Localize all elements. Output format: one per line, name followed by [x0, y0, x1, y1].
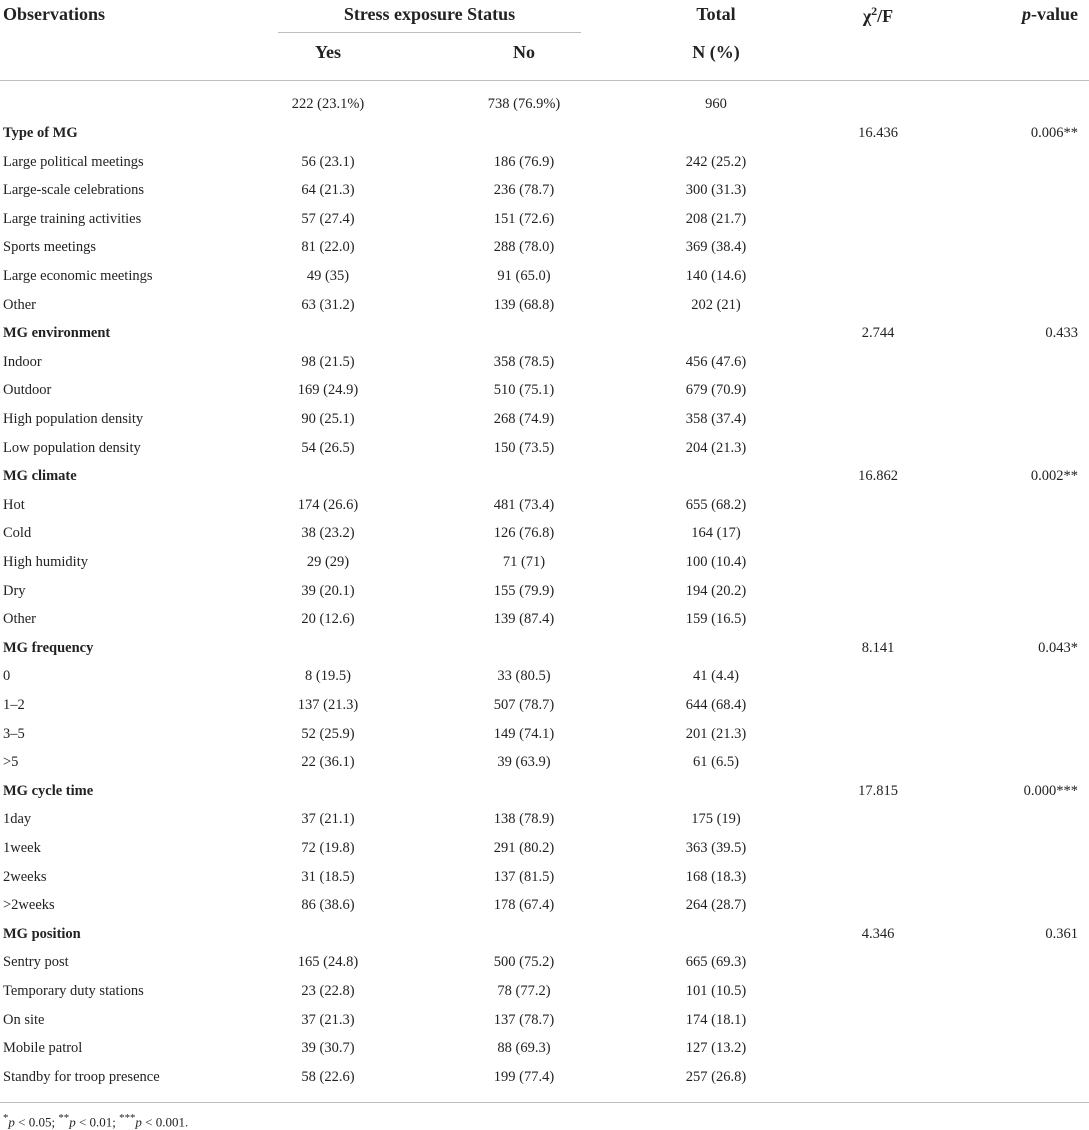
- cell-yes: 86 (38.6): [301, 897, 355, 914]
- footnote-mark-2: **: [58, 1112, 70, 1124]
- section-header-row: [0, 920, 1089, 948]
- table-row: [0, 805, 1089, 833]
- footnote-p-2: p: [69, 1114, 76, 1130]
- table-row: [0, 1063, 1089, 1091]
- cell-yes: 52 (25.9): [301, 725, 355, 742]
- row-label: 1day: [3, 811, 32, 828]
- cell-no: 88 (69.3): [497, 1040, 551, 1057]
- cell-yes: 58 (22.6): [301, 1068, 355, 1085]
- chi-tail: /F: [877, 6, 894, 26]
- cell-total: 41 (4.4): [693, 668, 739, 685]
- row-label: >5: [3, 754, 19, 771]
- row-label: 0: [3, 668, 11, 685]
- cell-yes: 165 (24.8): [297, 954, 359, 971]
- cell-p-value: 0.361: [1045, 925, 1078, 942]
- cell-total: 101 (10.5): [685, 983, 747, 999]
- table-row: [0, 434, 1089, 462]
- row-label: Large-scale celebrations: [3, 182, 145, 199]
- cell-yes: 90 (25.1): [301, 411, 355, 427]
- cell-no: 186 (76.9): [493, 153, 555, 170]
- cell-yes: 22 (36.1): [301, 754, 355, 771]
- header-observations: Observations: [3, 4, 106, 24]
- footnote: [3, 1112, 188, 1130]
- cell-no: 358 (78.5): [493, 353, 555, 370]
- footnote-p-1: p: [8, 1114, 15, 1130]
- table-row: [0, 233, 1089, 261]
- cell-total: 363 (39.5): [685, 840, 747, 856]
- row-label: Temporary duty stations: [3, 983, 144, 999]
- header-no: No: [513, 42, 535, 62]
- cell-total: 174 (18.1): [685, 1011, 747, 1028]
- cell-yes: 38 (23.2): [301, 525, 355, 542]
- table-row: [0, 977, 1089, 1005]
- cell-total: 175 (19): [691, 811, 741, 828]
- cell-total: 168 (18.3): [685, 868, 747, 885]
- table-row: [0, 605, 1089, 633]
- cell-yes: 39 (20.1): [301, 582, 355, 599]
- table-row: [0, 891, 1089, 919]
- table-row: [0, 491, 1089, 519]
- table-row: [0, 577, 1089, 605]
- cell-yes: 37 (21.1): [301, 811, 355, 828]
- cell-total: 300 (31.3): [685, 182, 747, 199]
- cell-no: 137 (78.7): [493, 1011, 555, 1028]
- cell-no: 138 (78.9): [493, 811, 555, 828]
- cell-total: 194 (20.2): [685, 582, 747, 599]
- row-label: Hot: [3, 496, 25, 513]
- cell-yes: 81 (22.0): [301, 239, 355, 256]
- table-row: [0, 834, 1089, 862]
- cell-total: 100 (10.4): [685, 554, 747, 570]
- cell-p-value: 0.006**: [1030, 125, 1078, 141]
- table-row: [0, 1006, 1089, 1034]
- row-label: MG position: [3, 925, 81, 942]
- cell-total: 204 (21.3): [685, 439, 747, 456]
- row-label: Mobile patrol: [3, 1040, 83, 1057]
- row-label: High humidity: [3, 554, 88, 570]
- table-row: [0, 262, 1089, 290]
- cell-total: 202 (21): [691, 296, 741, 313]
- cell-no: 481 (73.4): [493, 496, 555, 513]
- table-row: [0, 376, 1089, 404]
- cell-no: 139 (68.8): [493, 296, 555, 313]
- cell-yes: 8 (19.5): [305, 668, 351, 685]
- cell-p-value: 0.002**: [1030, 468, 1078, 485]
- cell-chi-square: 16.436: [858, 125, 898, 141]
- cell-chi-square: 8.141: [861, 639, 895, 656]
- cell-no: 91 (65.0): [497, 268, 551, 284]
- row-label: Low population density: [3, 439, 141, 456]
- row-label: Sentry post: [3, 954, 69, 971]
- cell-no: 139 (87.4): [493, 611, 555, 628]
- cell-yes: 54 (26.5): [301, 439, 355, 456]
- cell-no: 510 (75.1): [493, 382, 555, 399]
- footnote-text-3: < 0.001.: [141, 1114, 189, 1130]
- cell-no: 151 (72.6): [493, 210, 555, 227]
- cell-no: 126 (76.8): [493, 525, 555, 542]
- row-label: Standby for troop presence: [3, 1068, 160, 1085]
- cell-yes: 39 (30.7): [301, 1040, 355, 1057]
- cell-yes: 174 (26.6): [297, 496, 359, 513]
- cell-no: 78 (77.2): [497, 983, 551, 999]
- footnote-mark-3: ***: [119, 1112, 136, 1124]
- row-label: Other: [3, 296, 37, 313]
- row-label: Large political meetings: [3, 153, 144, 170]
- cell-no: 288 (78.0): [493, 239, 555, 256]
- cell-yes: 98 (21.5): [301, 353, 355, 370]
- cell-no: 39 (63.9): [497, 754, 551, 771]
- header-p-value: [960, 4, 1078, 25]
- totals-total: 960: [705, 96, 727, 112]
- header-n-percent: N (%): [692, 42, 740, 62]
- cell-yes: 56 (23.1): [301, 153, 355, 170]
- totals-row: [0, 90, 1089, 118]
- cell-no: 150 (73.5): [493, 439, 555, 456]
- row-label: Indoor: [3, 353, 42, 370]
- cell-total: 264 (28.7): [685, 897, 747, 914]
- cell-no: 291 (80.2): [493, 840, 555, 856]
- cell-yes: 29 (29): [306, 554, 350, 570]
- cell-chi-square: 2.744: [861, 325, 895, 342]
- table-row: [0, 291, 1089, 319]
- cell-yes: 57 (27.4): [301, 210, 355, 227]
- cell-no: 500 (75.2): [493, 954, 555, 971]
- cell-no: 199 (77.4): [493, 1068, 555, 1085]
- row-label: MG frequency: [3, 639, 94, 656]
- p-italic: p: [1022, 4, 1031, 24]
- table-row: [0, 148, 1089, 176]
- cell-chi-square: 16.862: [858, 468, 898, 485]
- row-label: Large training activities: [3, 210, 142, 227]
- cell-no: 137 (81.5): [493, 868, 555, 885]
- header-subrule: [278, 32, 581, 33]
- row-label: MG climate: [3, 468, 77, 485]
- table-row: [0, 691, 1089, 719]
- cell-total: 201 (21.3): [685, 725, 747, 742]
- cell-yes: 31 (18.5): [301, 868, 355, 885]
- section-header-row: [0, 634, 1089, 662]
- row-label: Sports meetings: [3, 239, 97, 256]
- header-bottom-rule: [0, 80, 1089, 81]
- cell-total: 665 (69.3): [685, 954, 747, 971]
- row-label: High population density: [3, 411, 144, 427]
- cell-total: 61 (6.5): [693, 754, 739, 771]
- row-label: Cold: [3, 525, 32, 542]
- cell-total: 644 (68.4): [685, 697, 747, 713]
- row-label: MG cycle time: [3, 782, 94, 799]
- cell-yes: 169 (24.9): [297, 382, 359, 399]
- row-label: 3–5: [3, 725, 25, 742]
- cell-yes: 20 (12.6): [301, 611, 355, 628]
- chi-superscript: 2: [871, 4, 878, 18]
- cell-no: 149 (74.1): [493, 725, 555, 742]
- table-row: [0, 662, 1089, 690]
- cell-chi-square: 4.346: [861, 925, 895, 942]
- cell-total: 369 (38.4): [685, 239, 747, 256]
- cell-yes: 37 (21.3): [301, 1011, 355, 1028]
- header-chi-square: [828, 4, 928, 27]
- cell-total: 257 (26.8): [685, 1068, 747, 1085]
- row-label: On site: [3, 1011, 45, 1028]
- cell-total: 127 (13.2): [685, 1040, 747, 1057]
- row-label: Dry: [3, 582, 26, 599]
- cell-total: 679 (70.9): [685, 382, 747, 399]
- cell-total: 358 (37.4): [685, 411, 747, 427]
- cell-no: 178 (67.4): [493, 897, 555, 914]
- cell-total: 164 (17): [691, 525, 741, 542]
- table-row: [0, 405, 1089, 433]
- footnote-text-2: < 0.01;: [75, 1114, 120, 1130]
- header-total: Total: [696, 4, 736, 24]
- cell-no: 236 (78.7): [493, 182, 555, 199]
- cell-no: 268 (74.9): [493, 411, 555, 427]
- cell-yes: 137 (21.3): [297, 697, 359, 713]
- table-row: [0, 948, 1089, 976]
- cell-total: 456 (47.6): [685, 353, 747, 370]
- cell-total: 242 (25.2): [685, 153, 747, 170]
- row-label: Outdoor: [3, 382, 52, 399]
- cell-yes: 64 (21.3): [301, 182, 355, 199]
- row-label: 2weeks: [3, 868, 47, 885]
- cell-total: 159 (16.5): [685, 611, 747, 628]
- header-yes: Yes: [315, 42, 341, 62]
- row-label: MG environment: [3, 325, 111, 342]
- cell-yes: 63 (31.2): [301, 296, 355, 313]
- cell-total: 655 (68.2): [685, 496, 747, 513]
- table-row: [0, 748, 1089, 776]
- table-row: [0, 348, 1089, 376]
- row-label: 1–2: [3, 697, 25, 713]
- table-row: [0, 720, 1089, 748]
- p-tail: -value: [1031, 4, 1078, 24]
- cell-no: 507 (78.7): [493, 697, 555, 713]
- footnote-p-3: p: [135, 1114, 142, 1130]
- table-bottom-rule: [0, 1102, 1089, 1103]
- table-row: [0, 205, 1089, 233]
- cell-p-value: 0.043*: [1038, 639, 1078, 656]
- cell-no: 33 (80.5): [497, 668, 551, 685]
- section-header-row: [0, 319, 1089, 347]
- row-label: Other: [3, 611, 37, 628]
- section-header-row: [0, 462, 1089, 490]
- totals-yes: 222 (23.1%): [291, 96, 365, 112]
- cell-p-value: 0.433: [1045, 325, 1078, 342]
- cell-p-value: 0.000***: [1023, 782, 1078, 799]
- footnote-mark-1: *: [3, 1112, 9, 1124]
- footnote-text-1: < 0.05;: [14, 1114, 59, 1130]
- table-row: [0, 863, 1089, 891]
- table-row: [0, 176, 1089, 204]
- header-stress-exposure-status: Stress exposure Status: [343, 4, 516, 24]
- row-label: 1week: [3, 840, 41, 856]
- row-label: >2weeks: [3, 897, 55, 914]
- chi-symbol: χ: [862, 6, 872, 26]
- table-row: [0, 548, 1089, 576]
- section-header-row: [0, 119, 1089, 147]
- cell-yes: 23 (22.8): [301, 983, 355, 999]
- table-row: [0, 519, 1089, 547]
- table-row: [0, 1034, 1089, 1062]
- section-header-row: [0, 777, 1089, 805]
- cell-chi-square: 17.815: [858, 782, 898, 799]
- cell-total: 208 (21.7): [685, 210, 747, 227]
- cell-no: 71 (71): [502, 554, 546, 570]
- cell-no: 155 (79.9): [493, 582, 555, 599]
- row-label: Large economic meetings: [3, 268, 153, 284]
- cell-yes: 72 (19.8): [301, 840, 355, 856]
- totals-no: 738 (76.9%): [487, 96, 561, 112]
- cell-yes: 49 (35): [306, 268, 350, 284]
- row-label: Type of MG: [3, 125, 78, 141]
- cell-total: 140 (14.6): [685, 268, 747, 284]
